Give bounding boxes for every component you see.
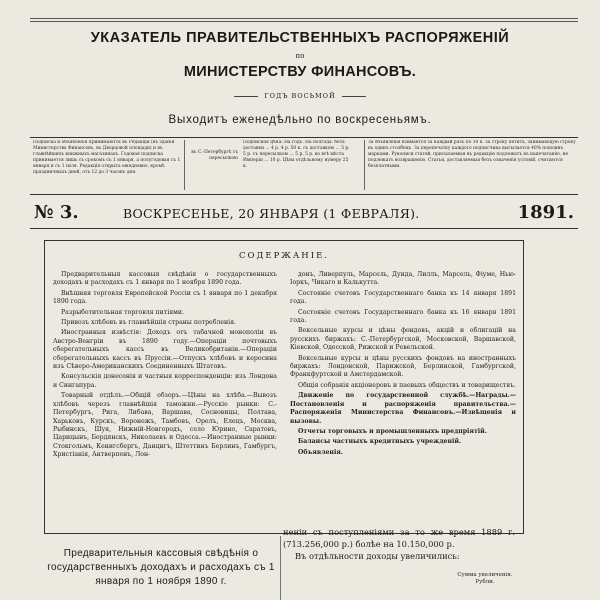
contents-heading: СОДЕРЖАНІЕ.	[239, 251, 329, 261]
top-double-rule	[30, 18, 578, 22]
contents-entry: Состояніе счетовъ Государственнаго банка къ 14 января 1891 года.	[290, 289, 516, 306]
continuation-line2: Въ отдѣльности доходы увеличились:	[295, 551, 460, 561]
bottom-column-divider	[280, 536, 281, 600]
contents-entry: Товарный отдѣлъ.—Общій обзоръ.—Цѣны на хлѣба.—Вывозъ хлѣбовъ черезъ главнѣйшія таможни.—Русскіе рынки: С.-Петербургъ, Рига, Либава, Варшава, Сосновицы, Полтава, Харьковъ, Курскъ, Воронежъ, Тамбовъ, Орелъ, Елецъ, Москва, Рыбинскъ, Шуя, Нижній-Новгородъ, село Юрино, Саратовъ, Царицынъ, Бердянскъ, Николаевъ и Одесса.—Иностранные рынки: Стокгольмъ, Кенигсбергъ, Данцигъ, Штеттинъ Берлинъ, Гамбургъ, Христіанія, Антверпенъ, Лон-	[53, 392, 277, 459]
year-rule-left	[234, 96, 258, 97]
contents-entry: Внѣшняя торговля Европейской Россіи съ 1 января по 1 декабря 1890 года.	[53, 289, 277, 306]
contents-entry: Отчеты торговыхъ и промышленныхъ предпріятій.	[298, 427, 487, 435]
issue-year: 1891.	[517, 202, 574, 223]
year-text: ГОДЪ ВОСЬМОЙ	[264, 92, 336, 100]
subscription-bottom-rule	[30, 194, 578, 195]
contents-entry: Состояніе счетовъ Государственнаго банка къ 16 января 1891 года.	[290, 308, 516, 325]
subscription-left-text: Подписка и объявленія принимаются въ Редакціи (въ зданіи Министерства Финансовъ, въ Дворцовой площади) и въ главнѣйшихъ книжныхъ магазинахъ. Годовая подписка принимается лишь съ срокомъ съ 1 января, а полугодовая съ 1 января и съ 1 іюля. Редакція открыта ежедневно, кромѣ праздничныхъ дней, отъ 12 до 3 часовъ дня.	[33, 140, 181, 175]
contents-entry: Балансы частныхъ кредитныхъ учрежденій.	[298, 438, 462, 446]
contents-entry: Движеніе по государственной службѣ.—Награды.—Постановленія и распоряженія правительства.—Распоряженія Министерства Финансовъ.—Извѣщенія и вызовы.	[290, 392, 516, 425]
contents-right-column	[290, 271, 516, 459]
masthead-title-po: по	[295, 52, 305, 60]
summa-column-header: Сумма увеличенія. Рубли.	[457, 572, 513, 585]
contents-entry: донъ, Ливерпуль, Марсель, Дуида, Лилль, Марсель, Фіуме, Нью-Іоркъ, Чикаго и Калькутта.	[290, 271, 516, 287]
subscription-mid-label: въ С.-Петербургѣ съ пересылкою	[191, 150, 238, 161]
year-rule-right	[342, 96, 366, 97]
contents-entry: Иностранныя извѣстія: Доходъ отъ табачной монополіи въ Австро-Венгріи въ 1890 году.—Операціи почтовыхъ сберегательныхъ кассъ въ Великобританіи.—Операціи сберегательныхъ кассъ въ Пруссіи.—Отпускъ хлѣбовъ и керосина изъ Сѣверо-Американскихъ Соединенныхъ Штатовъ.	[53, 329, 277, 371]
contents-left-column	[53, 271, 277, 462]
subscription-divider-2	[364, 140, 365, 190]
subscription-divider-1	[184, 140, 185, 190]
subscription-right-text: За объявленія взимается за каждый разъ по 10 к. за строку петита, занимающую строку въ одинъ столбецъ. За перепечатку каждого подписчика высылается 40% пошлинъ марками. Рукописи статей, присылаемыя въ редакцію подлежатъ въ напечатанію, не подлежатъ возвращенію. Статьи, доставляемыя безъ означенія условій, считаются безплатными.	[368, 140, 576, 169]
masthead-title-line1: УКАЗАТЕЛЬ ПРАВИТЕЛЬСТВЕННЫХЪ РАСПОРЯЖЕНІЙ	[90, 30, 510, 46]
contents-entry: Вексельные курсы и цѣны русскихъ фондовъ на иностранныхъ биржахъ: Лондонской, Парижской, Берлинской, Гамбургской, Франкфуртской и Амстердамской.	[290, 354, 516, 379]
weekly-notice: Выходитъ еженедѣльно по воскресеньямъ.	[168, 114, 432, 126]
issue-date: ВОСКРЕСЕНЬЕ, 20 ЯНВАРЯ (1 ФЕВРАЛЯ).	[123, 206, 420, 221]
continuation-line1: неніи съ поступленіями за то же время 1889 г. (713.256,000 р.) болѣе на 10.150,000 р.	[283, 527, 515, 549]
masthead-title-line2: МИНИСТЕРСТВУ ФИНАНСОВЪ.	[183, 64, 417, 80]
contents-entry: Разрыботительная торговля питіями.	[61, 308, 184, 316]
issue-bottom-rule	[30, 228, 578, 229]
contents-entry: Предварительныя кассовыя свѣдѣнія о государственныхъ доходахъ и расходахъ съ 1 января по 1 ноября 1890 года.	[53, 271, 277, 287]
article-title: Предварительныя кассовыя свѣдѣнія о государственныхъ доходахъ и расходахъ съ 1 января по 1 ноября 1890 г.	[47, 548, 275, 587]
article-continuation	[283, 526, 515, 562]
contents-entry: Привозъ хлѣбовъ въ главнѣйшія страны потребленія.	[61, 319, 237, 327]
contents-box	[44, 240, 524, 534]
contents-entry: Консульскія донесенія и частныя корреспонденціи: изъ Лондона и Сингапура.	[53, 373, 277, 389]
subscription-top-rule	[30, 137, 578, 138]
contents-entry: Общія собранія акціонеровъ и паевыхъ обществъ и товариществъ.	[298, 381, 516, 389]
contents-entry: Объявленія.	[298, 448, 344, 456]
masthead-year	[0, 92, 600, 100]
issue-number: № 3.	[34, 202, 79, 223]
contents-entry: Вексельные курсы и цѣны фондовъ, акцій и облигацій на русскихъ биржахъ: С.-Петербургской, Московской, Варшавской, Кіевской, Одесской, Рижской и Ревельской.	[290, 327, 516, 352]
subscription-prices: Подписная цѣна: На годъ. На полгода. безъ доставки ... 4 р. 4 р. 50 к. съ доставкою ... 5 р. 5 р. съ пересылкою ... 5 р. 5 р. во всѣ мѣста Имперіи ... 10 р. Цѣна отдѣльному нумеру 25 к.	[243, 140, 350, 169]
issue-row	[30, 200, 578, 226]
